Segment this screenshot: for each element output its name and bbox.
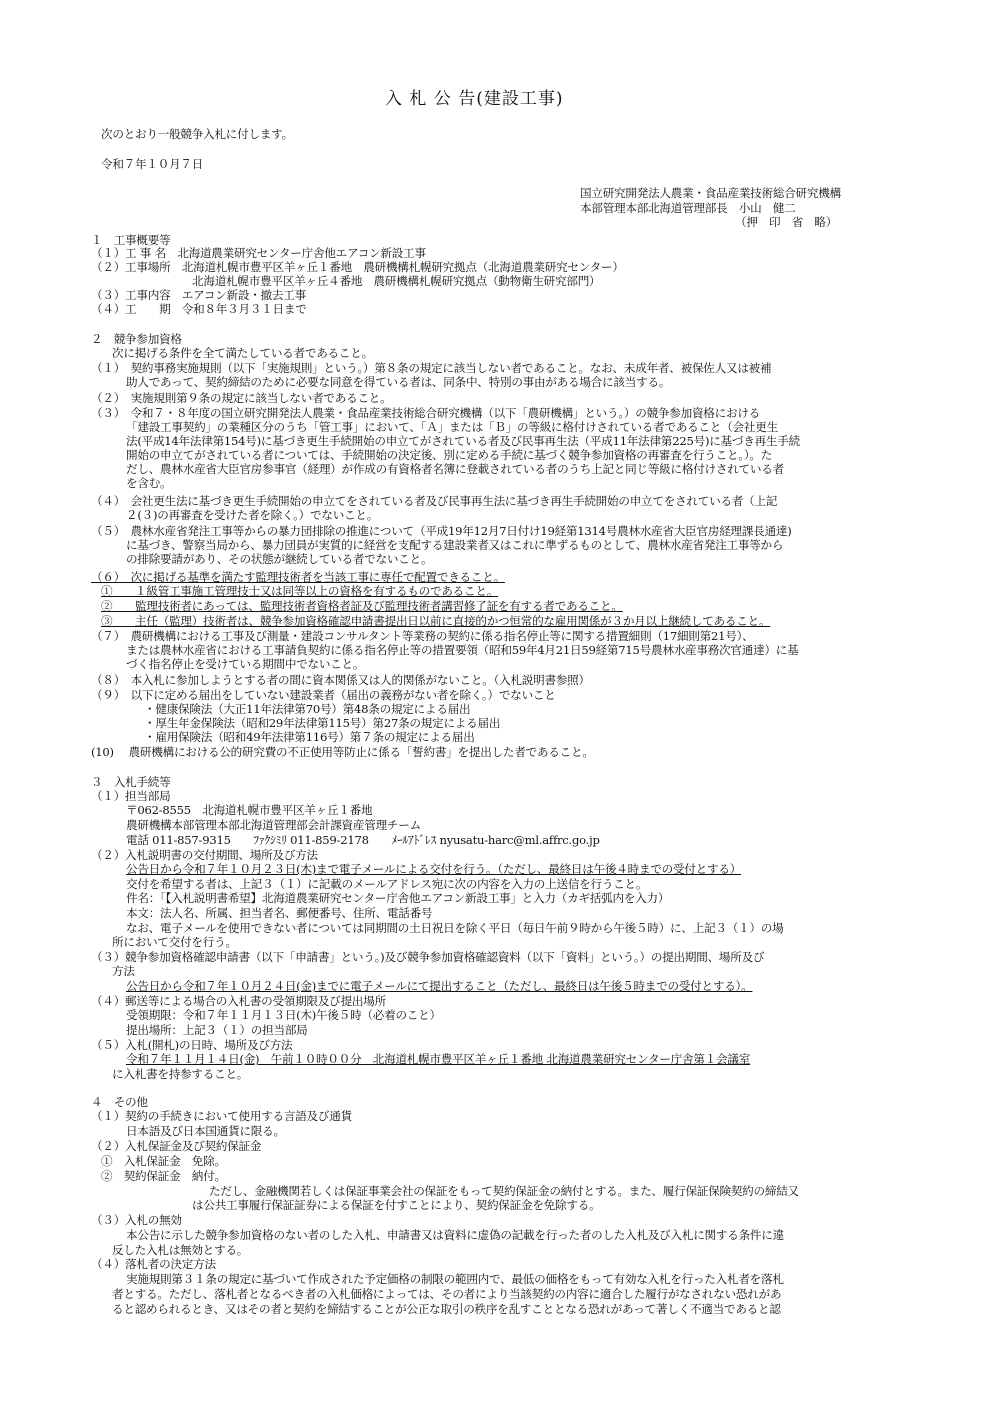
section-line: 交付を希望する者は、上記３（１）に記載のメールアドレス宛に次の内容を入力の上送信を行うこと。 — [126, 877, 648, 891]
section-line: づく指名停止を受けている期間中でないこと。 — [126, 657, 365, 671]
section-line: 「建設工事契約」の業種区分のうち「管工事」において、「Ａ」または「Ｂ」の等級に格付けされている者であること（会社更生 — [126, 420, 778, 434]
issuer-person: 本部管理本部北海道管理部長 小山 健二 — [580, 201, 796, 215]
section-line: に入札書を持参すること。 — [112, 1067, 249, 1081]
section-line: （３）競争参加資格確認申請書（以下「申請書」という。)及び競争参加資格確認資料（以下「資料」という。）の提出期間、場所及び — [91, 950, 765, 964]
section-line: ると認められるとき、又はその者と契約を締結することが公正な取引の秩序を乱すこととなる恐れがあって著しく不適当であると認 — [112, 1302, 781, 1316]
section-line: （５） 農林水産省発注工事等からの暴力団排除の推進について（平成19年12月7日付け19経第1314号農林水産省大臣官房経理課長通達) — [91, 524, 792, 538]
section-line: なお、電子メールを使用できない者については同期間の土日祝日を除く平日（毎日午前９時から午後５時）に、上記３（１）の場 — [126, 921, 784, 935]
section-line: ① １級管工事施工管理技士又は同等以上の資格を有するものであること。 — [101, 584, 499, 598]
section-line: （４） 会社更生法に基づき更生手続開始の申立てをされている者及び民事再生法に基づき再生手続開始の申立てをされている者（上記 — [91, 494, 778, 508]
section-heading: ４ その他 — [91, 1095, 148, 1109]
section-line: または農林水産省における工事請負契約に係る指名停止等の措置要領（昭和59年4月21日59経第715号農林水産事務次官通達）に基 — [126, 643, 799, 657]
section-line: 公告日から令和７年１０月２３日(木)まで電子メールによる交付を行う。（ただし、最終日は午後４時までの受付とする） — [126, 862, 742, 876]
section-heading: １ 工事概要等 — [91, 233, 171, 247]
section-line: を含む。 — [126, 476, 172, 490]
section-line: （８） 本入札に参加しようとする者の間に資本関係又は人的関係がないこと。（入札説明書参照） — [91, 673, 590, 687]
section-line: （３）入札の無効 — [91, 1213, 182, 1227]
section-line: 助人であって、契約締結のために必要な同意を得ている者は、同条中、特別の事由がある場合に該当する。 — [126, 375, 671, 389]
section-line: （７） 農研機構における工事及び測量・建設コンサルタント等業務の契約に係る指名停止等に関する措置細則（17細則第21号）、 — [91, 629, 754, 643]
section-line: 公告日から令和７年１０月２４日(金)までに電子メールにて提出すること（ただし、最終日は午後５時までの受付とする）。 — [126, 979, 753, 993]
section-line: （１） 契約事務実施規則（以下「実施規則」という。）第８条の規定に該当しない者であること。なお、未成年者、被保佐人又は被補 — [91, 361, 772, 375]
section-line: 所において交付を行う。 — [112, 935, 237, 949]
section-line: 日本語及び日本国通貨に限る。 — [126, 1124, 285, 1138]
section-line: （３） 令和７・８年度の国立研究開発法人農業・食品産業技術総合研究機構（以下「農研機構」という。）の競争参加資格における — [91, 406, 761, 420]
section-line: （１）工 事 名 北海道農業研究センター庁舎他エアコン新設工事 — [91, 246, 426, 260]
document-title: 入 札 公 告(建設工事) — [385, 89, 564, 109]
section-line: ② 契約保証金 納付。 — [101, 1169, 226, 1183]
section-heading: ２ 競争参加資格 — [91, 332, 182, 346]
section-line: （４）郵送等による場合の入札書の受領期限及び提出場所 — [91, 994, 386, 1008]
section-line: （１）契約の手続きにおいて使用する言語及び通貨 — [91, 1109, 352, 1123]
section-line: 〒062-8555 北海道札幌市豊平区羊ヶ丘１番地 — [126, 803, 373, 817]
section-line: （１）担当部局 — [91, 789, 171, 803]
section-line: ・雇用保険法（昭和49年法律第116号）第７条の規定による届出 — [144, 730, 475, 744]
contact-line: 電話 011-857-9315 ﾌｧｸｼﾐﾘ 011-859-2178 ﾒｰﾙｱﾄﾞﾚｽ nyusatu-harc@ml.affrc.go.jp — [126, 833, 600, 847]
section-line: 実施規則第３１条の規定に基づいて作成された予定価格の制限の範囲内で、最低の価格をもって有効な入札を行った入札者を落札 — [126, 1272, 784, 1286]
section-line: （２）入札保証金及び契約保証金 — [91, 1139, 262, 1153]
section-line: 開始の申立てがされている者については、手続開始の決定後、別に定める手続に基づく競争参加資格の再審査を行うこと。）。た — [126, 448, 773, 462]
section-line: （２） 実施規則第９条の規定に該当しない者であること。 — [91, 391, 392, 405]
section-line: 令和７年１１月１４日(金) 午前１０時００分 北海道札幌市豊平区羊ヶ丘１番地 北海道農業研究センター庁舎第１会議室 — [126, 1052, 751, 1066]
issuer-organization: 国立研究開発法人農業・食品産業技術総合研究機構 — [580, 186, 841, 200]
section-line: （９） 以下に定める届出をしていない建設業者（届出の義務がない者を除く。）でないこと — [91, 688, 556, 702]
section-line: の排除要請があり、その状態が継続している者でないこと。 — [126, 552, 433, 566]
section-line: ただし、金融機関若しくは保証事業会社の保証をもって契約保証金の納付とする。また、履行保証保険契約の締結又 — [209, 1184, 799, 1198]
section-line: （４）工 期 令和８年３月３１日まで — [91, 302, 307, 316]
section-line: ・厚生年金保険法（昭和29年法律第115号）第27条の規定による届出 — [144, 716, 501, 730]
section-line: ２(３)の再審査を受けた者を除く。）でないこと。 — [126, 508, 379, 522]
section-line: 本文：法人名、所属、担当者名、郵便番号、住所、電話番号 — [126, 906, 433, 920]
section-line: （２）入札説明書の交付期間、場所及び方法 — [91, 848, 318, 862]
section-heading: ３ 入札手続等 — [91, 775, 171, 789]
section-line: に基づき、警察当局から、暴力団員が実質的に経営を支配する建設業者又はこれに準ずるものとして、農林水産省発注工事等から — [126, 538, 784, 552]
section-line: (10) 農研機構における公的研究費の不正使用等防止に係る「誓約書」を提出した者であること。 — [91, 745, 594, 759]
section-line: 提出場所：上記３（１）の担当部局 — [126, 1023, 308, 1037]
section-line: 者とする。ただし、落札者となるべき者の入札価格によっては、その者により当該契約の内容に適合した履行がなされない恐れがあ — [112, 1287, 782, 1301]
notice-date: 令和７年１０月７日 — [101, 157, 204, 171]
section-line: ① 入札保証金 免除。 — [101, 1154, 226, 1168]
seal-omitted-note: （押 印 省 略） — [735, 215, 838, 229]
section-line: ・健康保険法（大正11年法律第70号）第48条の規定による届出 — [144, 702, 471, 716]
section-line: （３）工事内容 エアコン新設・撤去工事 — [91, 288, 306, 302]
section-line: 農研機構本部管理本部北海道管理部会計課資産管理チーム — [126, 818, 421, 832]
section-line: 次に掲げる条件を全て満たしている者であること。 — [112, 346, 373, 360]
section-line: ③ 主任（監理）技術者は、競争参加資格確認申請書提出日以前に直接的かつ恒常的な雇用関係が３か月以上継続してあること。 — [101, 614, 771, 628]
section-line: （６） 次に掲げる基準を満たす監理技術者を当該工事に専任で配置できること。 — [91, 570, 505, 584]
section-line: 法(平成14年法律第154号)に基づき更生手続開始の申立てがされている者及び民事再生法（平成11年法律第225号)に基づき再生手続 — [126, 434, 800, 448]
section-line: だし、農林水産省大臣官房参事官（経理）が作成の有資格者名簿に登載されている者のうち上記と同じ等級に格付けされている者 — [126, 462, 784, 476]
section-line: （２）工事場所 北海道札幌市豊平区羊ヶ丘１番地 農研機構札幌研究拠点（北海道農業研究センター） — [91, 260, 624, 274]
section-line: ② 監理技術者にあっては、監理技術者資格者証及び監理技術者講習修了証を有する者であること。 — [101, 599, 623, 613]
section-line: 本公告に示した競争参加資格のない者のした入札、申請書又は資料に虚偽の記載を行った者のした入札及び入札に関する条件に違 — [126, 1228, 784, 1242]
section-line: 件名：「【入札説明書希望】北海道農業研究センター庁舎他エアコン新設工事」と入力（カギ括弧内を入力） — [126, 891, 670, 905]
section-line: 受領期限：令和７年１１月１３日(木)午後５時（必着のこと） — [126, 1008, 441, 1022]
section-line: （５）入札(開札)の日時、場所及び方法 — [91, 1038, 293, 1052]
section-line: （４）落札者の決定方法 — [91, 1257, 216, 1271]
section-line: は公共工事履行保証証券による保証を付すことにより、契約保証金を免除する。 — [192, 1198, 601, 1212]
intro-text: 次のとおり一般競争入札に付します。 — [101, 127, 293, 141]
section-line: 方法 — [112, 964, 135, 978]
section-line: 北海道札幌市豊平区羊ヶ丘４番地 農研機構札幌研究拠点（動物衛生研究部門） — [192, 274, 601, 288]
section-line: 反した入札は無効とする。 — [112, 1243, 249, 1257]
